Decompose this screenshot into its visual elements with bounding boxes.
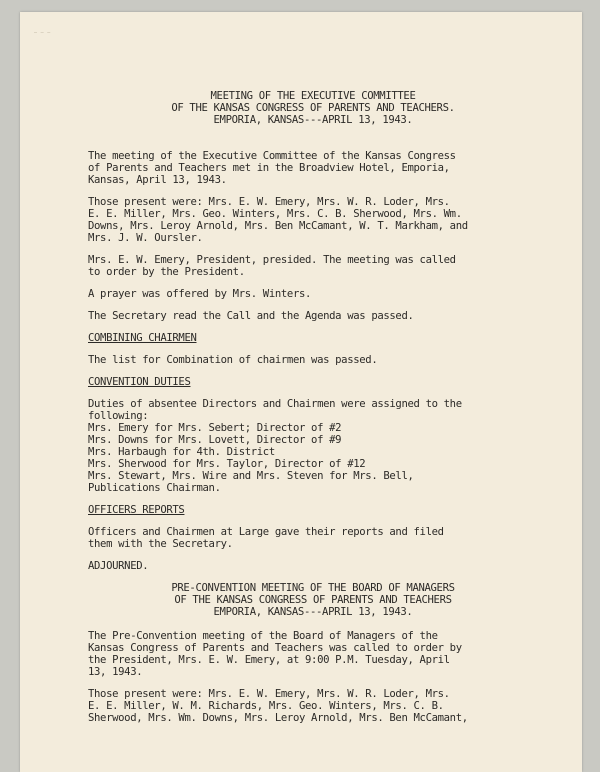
paragraph-meeting-intro <box>88 150 538 186</box>
text-line: Those present were: Mrs. E. W. Emery, Mrs. W. R. Loder, Mrs. <box>88 688 450 700</box>
text-line: Mrs. Emery for Mrs. Sebert; Director of #2 <box>88 422 342 434</box>
text-line: Downs, Mrs. Leroy Arnold, Mrs. Ben McCamant, W. T. Markham, and <box>88 220 468 232</box>
title-line: MEETING OF THE EXECUTIVE COMMITTEE <box>210 90 416 102</box>
heading-combining-chairmen: COMBINING CHAIRMEN <box>88 332 197 344</box>
text-line: The Pre-Convention meeting of the Board of Managers of the <box>88 630 438 642</box>
title-line: OF THE KANSAS CONGRESS OF PARENTS AND TEACHERS <box>174 594 452 606</box>
text-line: Mrs. J. W. Oursler. <box>88 232 203 244</box>
paragraph-agenda <box>88 310 538 322</box>
document-body <box>88 90 538 734</box>
text-line: following: <box>88 410 149 422</box>
text-line: Those present were: Mrs. E. W. Emery, Mrs. W. R. Loder, Mrs. <box>88 196 450 208</box>
title-line: OF THE KANSAS CONGRESS OF PARENTS AND TEACHERS. <box>171 102 455 114</box>
text-line: Duties of absentee Directors and Chairmen were assigned to the <box>88 398 462 410</box>
text-line: them with the Secretary. <box>88 538 233 550</box>
text-line: Publications Chairman. <box>88 482 221 494</box>
paragraph-duties <box>88 398 538 494</box>
paragraph-prayer <box>88 288 538 300</box>
corner-mark: — — — <box>34 30 51 36</box>
document-page <box>20 12 582 772</box>
text-line: E. E. Miller, W. M. Richards, Mrs. Geo. Winters, Mrs. C. B. <box>88 700 444 712</box>
text-line: Sherwood, Mrs. Wm. Downs, Mrs. Leroy Arnold, Mrs. Ben McCamant, <box>88 712 468 724</box>
text-line: Mrs. Downs for Mrs. Lovett, Director of #9 <box>88 434 342 446</box>
meeting-title <box>88 90 538 126</box>
title-line: EMPORIA, KANSAS---APRIL 13, 1943. <box>213 606 413 618</box>
text-line: Mrs. Stewart, Mrs. Wire and Mrs. Steven for Mrs. Bell, <box>88 470 414 482</box>
text-line: Kansas, April 13, 1943. <box>88 174 227 186</box>
text-line: 13, 1943. <box>88 666 143 678</box>
text-line: The list for Combination of chairmen was passed. <box>88 354 378 366</box>
paragraph-pre-convention <box>88 630 538 678</box>
text-line: A prayer was offered by Mrs. Winters. <box>88 288 312 300</box>
text-line: The Secretary read the Call and the Agenda was passed. <box>88 310 414 322</box>
heading-officers-reports: OFFICERS REPORTS <box>88 504 185 516</box>
pre-convention-title <box>88 582 538 618</box>
text-line: Mrs. E. W. Emery, President, presided. The meeting was called <box>88 254 456 266</box>
text-line: E. E. Miller, Mrs. Geo. Winters, Mrs. C. B. Sherwood, Mrs. Wm. <box>88 208 462 220</box>
title-line: PRE-CONVENTION MEETING OF THE BOARD OF MANAGERS <box>171 582 455 594</box>
text-line: of Parents and Teachers met in the Broadview Hotel, Emporia, <box>88 162 450 174</box>
title-line: EMPORIA, KANSAS---APRIL 13, 1943. <box>213 114 413 126</box>
text-line: The meeting of the Executive Committee of the Kansas Congress <box>88 150 456 162</box>
text-line: to order by the President. <box>88 266 245 278</box>
text-line: Kansas Congress of Parents and Teachers was called to order by <box>88 642 462 654</box>
text-line: Mrs. Harbaugh for 4th. District <box>88 446 275 458</box>
paragraph-combination <box>88 354 538 366</box>
paragraph-board-attendees <box>88 688 538 724</box>
paragraph-presided <box>88 254 538 278</box>
text-line: Mrs. Sherwood for Mrs. Taylor, Director of #12 <box>88 458 366 470</box>
text-line: the President, Mrs. E. W. Emery, at 9:00 P.M. Tuesday, April <box>88 654 450 666</box>
paragraph-reports <box>88 526 538 550</box>
adjourned-label: ADJOURNED. <box>88 560 149 572</box>
paragraph-attendees <box>88 196 538 244</box>
text-line: Officers and Chairmen at Large gave their reports and filed <box>88 526 444 538</box>
heading-convention-duties: CONVENTION DUTIES <box>88 376 191 388</box>
